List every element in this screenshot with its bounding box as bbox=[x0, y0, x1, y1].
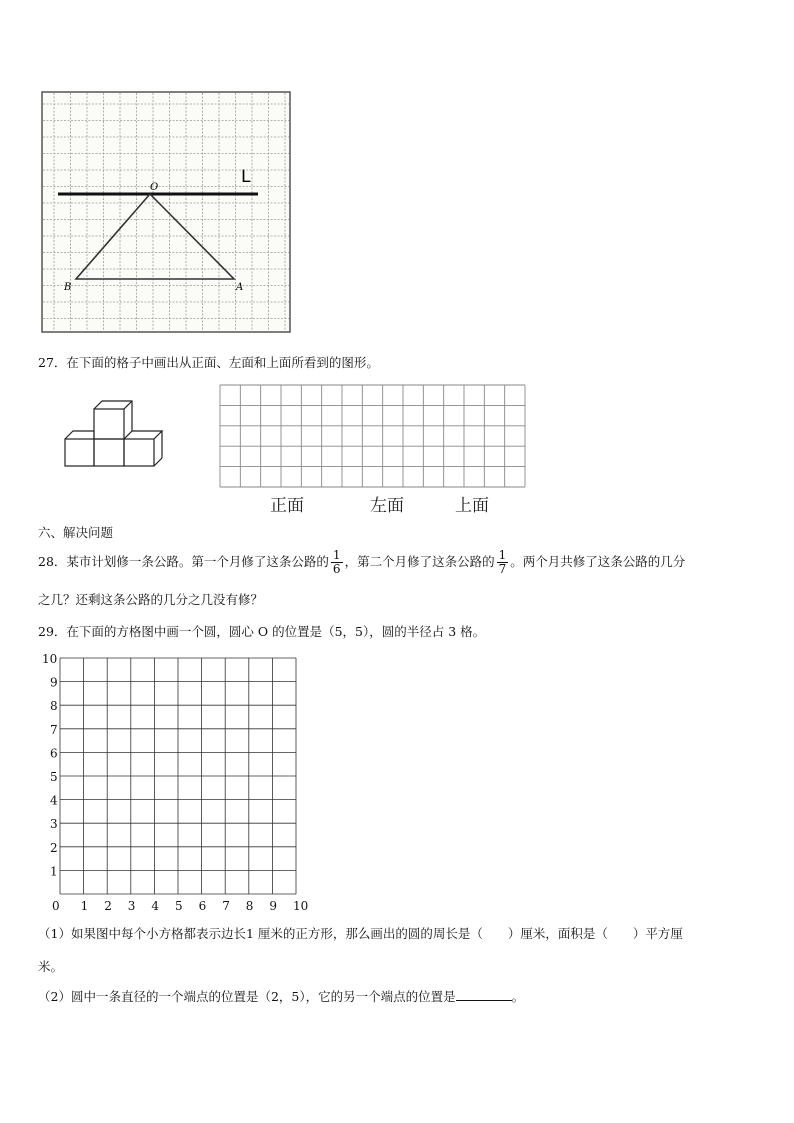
x-tick-label: 1 bbox=[80, 899, 89, 913]
view-label-front: 正面 bbox=[270, 496, 304, 516]
label-o: O bbox=[150, 182, 159, 193]
y-tick-label: 6 bbox=[50, 746, 58, 761]
fraction-one-seventh: $\frac{1}{7}$ bbox=[498, 548, 507, 576]
x-tick-label: 0 bbox=[52, 899, 60, 913]
label-a: A bbox=[236, 282, 244, 293]
question-29-part1-line1: （1）如果图中每个小方格都表示边长1 厘米的正方形，那么画出的圆的周长是（ ）厘米，面积是（ ）平方厘 bbox=[38, 926, 683, 941]
x-tick-label: 3 bbox=[127, 899, 136, 913]
view-label-top: 上面 bbox=[455, 496, 489, 516]
y-tick-label: 3 bbox=[50, 817, 58, 832]
y-tick-label: 1 bbox=[50, 864, 58, 879]
answer-blank[interactable] bbox=[456, 988, 512, 1001]
y-tick-label: 8 bbox=[50, 699, 58, 714]
section-title: 六、解决问题 bbox=[38, 525, 114, 540]
x-tick-label: 7 bbox=[222, 899, 230, 913]
question-27 bbox=[38, 354, 379, 372]
x-tick-label: 2 bbox=[104, 899, 112, 913]
x-tick-label: 4 bbox=[151, 899, 160, 913]
question-29: 29．在下面的方格图中画一个圆，圆心 O 的位置是（5，5），圆的半径占 3 格。 bbox=[38, 624, 486, 639]
y-tick-label: 10 bbox=[42, 652, 58, 666]
x-tick-label: 9 bbox=[269, 899, 278, 913]
question-28-line2: 之几？还剩这条公路的几分之几没有修？ bbox=[38, 592, 264, 607]
y-tick-label: 5 bbox=[50, 770, 58, 784]
x-tick-label: 6 bbox=[198, 899, 207, 913]
question-27-text: 27．在下面的格子中画出从正面、左面和上面所看到的图形。 bbox=[38, 355, 379, 370]
y-tick-label: 9 bbox=[50, 675, 58, 690]
label-l: L bbox=[241, 167, 251, 187]
question-29-part1-line2: 米。 bbox=[38, 959, 64, 974]
y-tick-label: 2 bbox=[50, 840, 58, 855]
question-28-line1: 28．某市计划修一条公路。第一个月修了这条公路的 $\frac{1}{6}$ ，第二个月修了这条公路的 $\frac{1}{7}$ 。两个月共修了这条公路的几分 bbox=[38, 548, 686, 576]
view-label-left: 左面 bbox=[370, 496, 404, 516]
x-tick-label: 5 bbox=[175, 899, 183, 913]
triangle-grid-figure bbox=[38, 90, 294, 334]
coordinate-grid bbox=[36, 650, 316, 916]
label-b: B bbox=[64, 282, 72, 293]
fraction-one-sixth: $\frac{1}{6}$ bbox=[332, 548, 341, 576]
cube-stack-figure bbox=[62, 398, 166, 470]
y-tick-label: 4 bbox=[50, 793, 58, 808]
x-tick-label: 8 bbox=[245, 899, 254, 913]
view-drawing-grid bbox=[219, 384, 526, 488]
question-29-part2: （2）圆中一条直径的一个端点的位置是（2，5），它的另一个端点的位置是 。 bbox=[38, 989, 525, 1004]
y-tick-label: 7 bbox=[50, 722, 58, 737]
x-tick-label: 10 bbox=[293, 899, 309, 913]
